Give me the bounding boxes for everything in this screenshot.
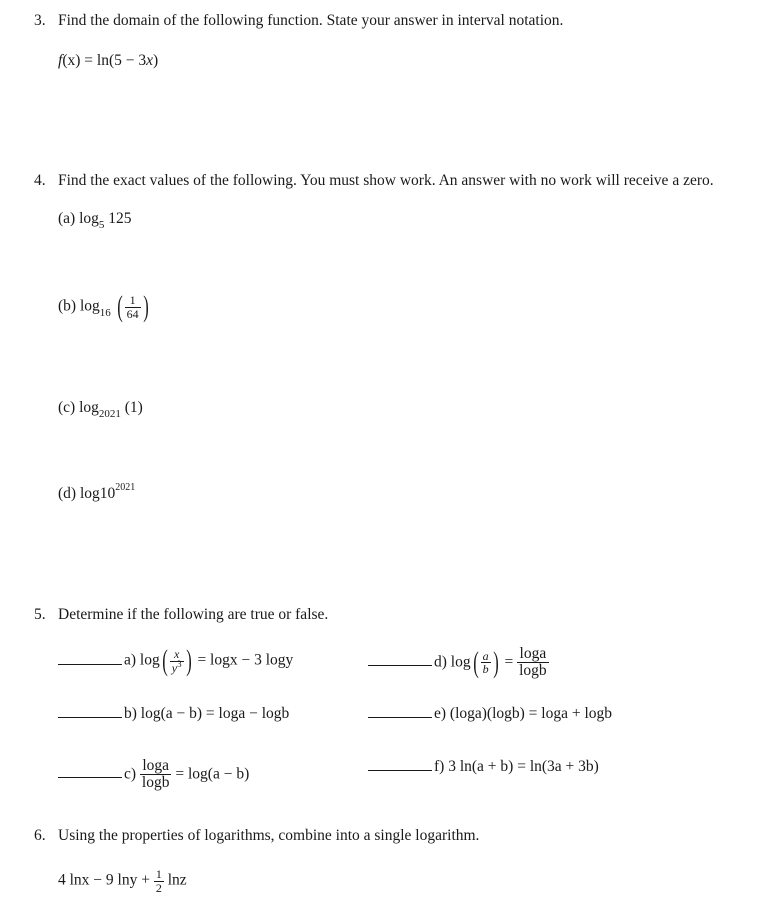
- q5d-rhs-den: logb: [519, 662, 547, 680]
- q3-function: [58, 52, 158, 70]
- q5d-label: d) log: [434, 653, 471, 671]
- q5e-answer-blank[interactable]: [368, 717, 432, 718]
- q5-part-d: d) log( $\frac{a}{b}$ ) = $\frac{\log a}{\log b}$: [368, 646, 549, 680]
- q5d-eq: =: [504, 653, 514, 671]
- q3-func-arg: (x): [62, 52, 81, 69]
- q4a-arg: 125: [108, 210, 132, 227]
- q6-expr-right: lnz: [167, 871, 187, 889]
- q5d-answer-blank[interactable]: [368, 665, 432, 666]
- q4-number: 4.: [34, 172, 46, 189]
- q6-half-den: 2: [155, 880, 162, 895]
- q4d-label: (d) log10: [58, 485, 116, 502]
- q5-prompt: Determine if the following are true or false.: [58, 606, 329, 623]
- q5d-den: b: [482, 662, 489, 677]
- q5d-num: a: [482, 648, 489, 663]
- q6-expr-left: 4 lnx − 9 lny +: [58, 871, 150, 889]
- q5f-label: f) 3 ln(a + b) = ln(3a + 3b): [434, 758, 599, 775]
- q4-part-d: [58, 482, 136, 503]
- q5a-rhs: = logx − 3 logy: [197, 651, 294, 669]
- q4c-base: 2021: [98, 408, 121, 420]
- q3-func-rhs: = ln(5 − 3: [80, 52, 147, 69]
- q3-func-close: ): [152, 52, 159, 69]
- q4b-label: (b) log: [58, 297, 100, 315]
- q5d-rhs-fraction: [517, 646, 549, 680]
- q5f-answer-blank[interactable]: [368, 770, 432, 771]
- q6-half-num: 1: [155, 867, 162, 881]
- q4-part-a: [58, 210, 132, 231]
- q5-part-e: [368, 705, 612, 723]
- q4a-base: 5: [98, 219, 105, 231]
- q5a-fraction: [170, 648, 184, 674]
- q5a-answer-blank[interactable]: [58, 664, 122, 665]
- q5-part-b: [58, 705, 289, 723]
- q5a-den-base: y: [171, 660, 178, 675]
- q5b-label: b) log(a − b) = loga − logb: [124, 705, 290, 722]
- q5-number: 5.: [34, 606, 46, 623]
- q5c-label: c): [124, 765, 137, 783]
- q5a-den-exp: 3: [177, 658, 182, 669]
- q4c-arg: (1): [124, 399, 143, 416]
- q4-part-c: [58, 399, 143, 420]
- q5e-label: e) (loga)(logb) = loga + logb: [434, 705, 613, 722]
- q4b-fraction: [125, 294, 141, 320]
- q4a-label: (a) log: [58, 210, 99, 227]
- q5-part-f: [368, 758, 599, 776]
- q5c-num: loga: [142, 757, 170, 774]
- q5-part-c: [58, 758, 249, 792]
- q3-number: 3.: [34, 12, 46, 29]
- q4-part-b: (b) $\log_{16}$ ( $\frac{1}{64}$ ): [58, 290, 149, 323]
- q5b-answer-blank[interactable]: [58, 717, 122, 718]
- q5c-answer-blank[interactable]: [58, 777, 122, 778]
- q4b-num: 1: [129, 292, 136, 307]
- q6-prompt: Using the properties of logarithms, combine into a single logarithm.: [58, 827, 480, 844]
- q3-func-name: f: [58, 52, 63, 69]
- q4b-base: 16: [99, 306, 111, 319]
- q5c-fraction: [140, 758, 172, 792]
- q6-number: 6.: [34, 827, 46, 844]
- q5c-den: logb: [141, 774, 170, 792]
- q4-prompt: Find the exact values of the following. You must show work. An answer with no work will receive a zero.: [58, 172, 714, 189]
- q5d-fraction: [481, 650, 491, 676]
- q3-func-var: x: [146, 52, 153, 69]
- q5a-label: a) log: [124, 651, 160, 669]
- q3-prompt: Find the domain of the following function. State your answer in interval notation.: [58, 12, 564, 29]
- q5d-rhs-num: loga: [519, 645, 547, 662]
- q5-part-a: a) log( $\frac{x}{y^3}$ ) = logx − 3 logy: [58, 646, 293, 676]
- q5a-num: x: [173, 646, 180, 661]
- q4c-label: (c) log: [58, 399, 99, 416]
- q6-expression: [58, 868, 187, 894]
- q5c-rhs: = log(a − b): [175, 765, 250, 783]
- q6-half-fraction: [154, 868, 164, 894]
- q4b-den: 64: [126, 306, 139, 321]
- q4d-exp: 2021: [115, 482, 136, 493]
